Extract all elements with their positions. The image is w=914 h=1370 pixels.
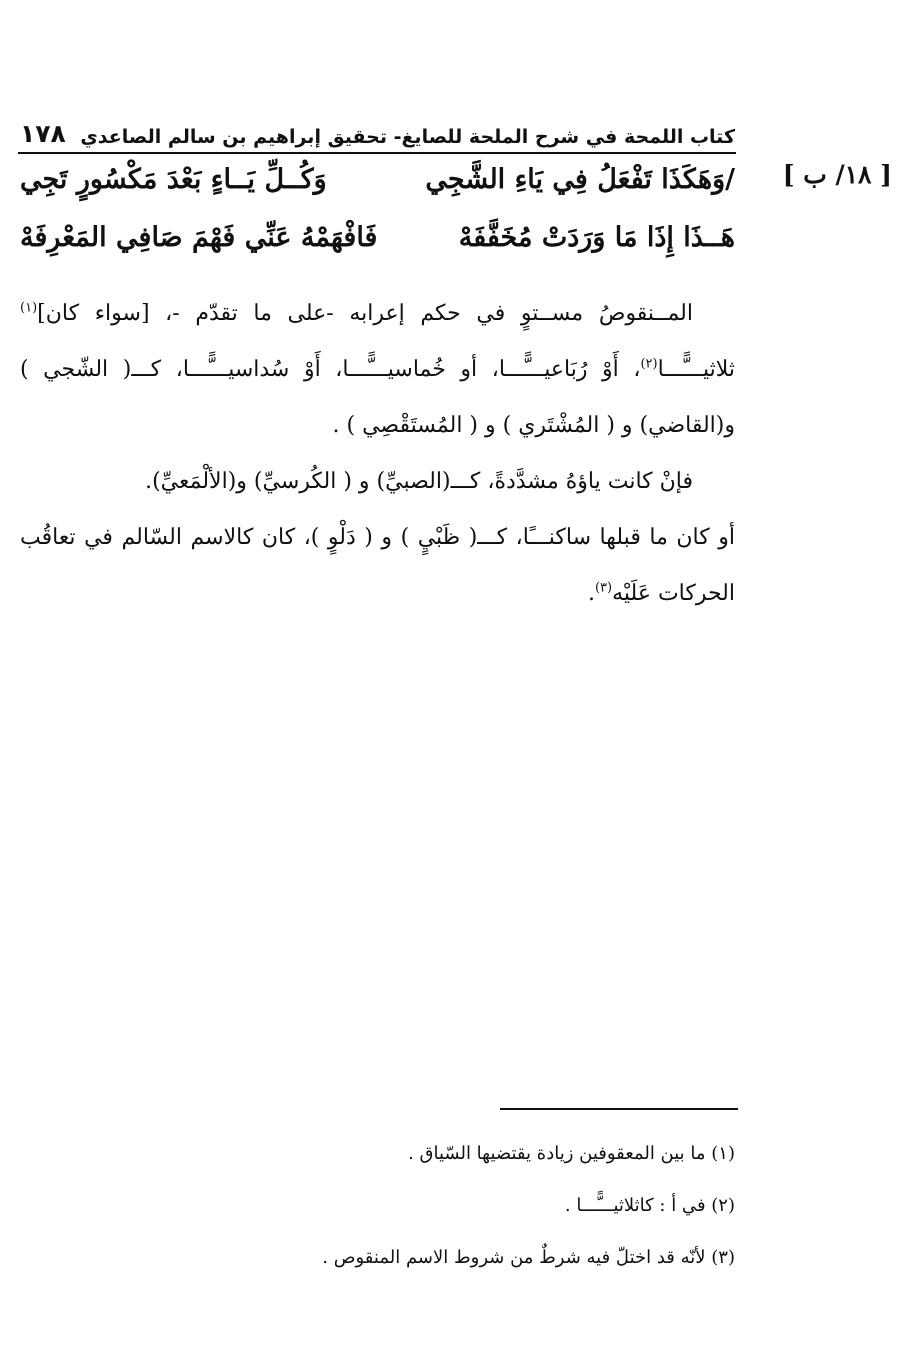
- footnote-3: (٣) لأنّه قد اختلّ فيه شرطٌ من شروط الاسم المنقوص .: [322, 1247, 735, 1268]
- footnotes: [20, 1128, 735, 1284]
- paragraph-3-text: أو كان ما قبلها ساكنـــًا، كـــ( ظَبْيٍ ) و ( دَلْوٍ )، كان كالاسم السّالم في تعاقُب الحركات عَلَيْه: [20, 525, 735, 606]
- paragraph-3-end: .: [587, 581, 595, 606]
- footnote-1: (١) ما بين المعقوفين زيادة يقتضيها السّياق .: [408, 1143, 735, 1164]
- paragraph-2: فإنْ كانت ياؤهُ مشدَّدةً، كـــ(الصبيِّ) و ( الكُرسيِّ) و(الألْمَعيِّ).: [145, 469, 693, 494]
- paragraph-1: [20, 286, 735, 454]
- header-title: كتاب اللمحة في شرح الملحة للصايغ- تحقيق إبراهيم بن سالم الصاعدي: [80, 126, 735, 148]
- footnote-ref-2: (٢): [640, 356, 658, 372]
- header-rule: [18, 152, 736, 154]
- verse-2-first-hemistich: هَــذَا إِذَا مَا وَرَدَتْ مُخَفَّفَهْ: [458, 222, 735, 253]
- page-number: ١٧٨: [20, 119, 66, 148]
- paragraph-1-text-2: ثلاثيـــًّـــا: [657, 357, 735, 382]
- verse-line-2: [20, 222, 735, 253]
- footnote-separator: [500, 1108, 738, 1110]
- paragraph-3: [20, 510, 735, 622]
- footnote-ref-3: (٣): [594, 580, 613, 596]
- footnote-ref-1: (١): [20, 300, 38, 316]
- verse-line-1: [20, 164, 735, 195]
- body-text: [20, 286, 735, 622]
- verse-1-first-hemistich: /وَهَكَذَا تَفْعَلُ فِي يَاءِ الشَّجِي: [425, 164, 735, 195]
- manuscript-folio-note: [ ١٨/ ب ]: [782, 160, 892, 189]
- footnote-2: (٢) في أ : كاثلاثيـــًّـــا .: [564, 1195, 735, 1216]
- paragraph-1-text: المــنقوصُ مســتوٍ في حكم إعرابه -على ما تقدّم -، [سواء كان]: [37, 301, 693, 326]
- verse-1-second-hemistich: وَكُــلِّ يَــاءٍ بَعْدَ مَكْسُورٍ تَجِي: [20, 164, 327, 195]
- running-header: [20, 112, 735, 148]
- paragraph-1-text-3: ، أَوْ رُبَاعيـــًّـــا، أو خُماسيـــًّـــا، أَوْ سُداسيـــًّـــا، كـــ( الشّجي ) و(القاضي) و ( المُشْتَري ) و ( المُستَقْصِي ) .: [20, 357, 735, 438]
- verse-2-second-hemistich: فَافْهَمْهُ عَنِّي فَهْمَ صَافِي المَعْرِفَهْ: [20, 222, 378, 253]
